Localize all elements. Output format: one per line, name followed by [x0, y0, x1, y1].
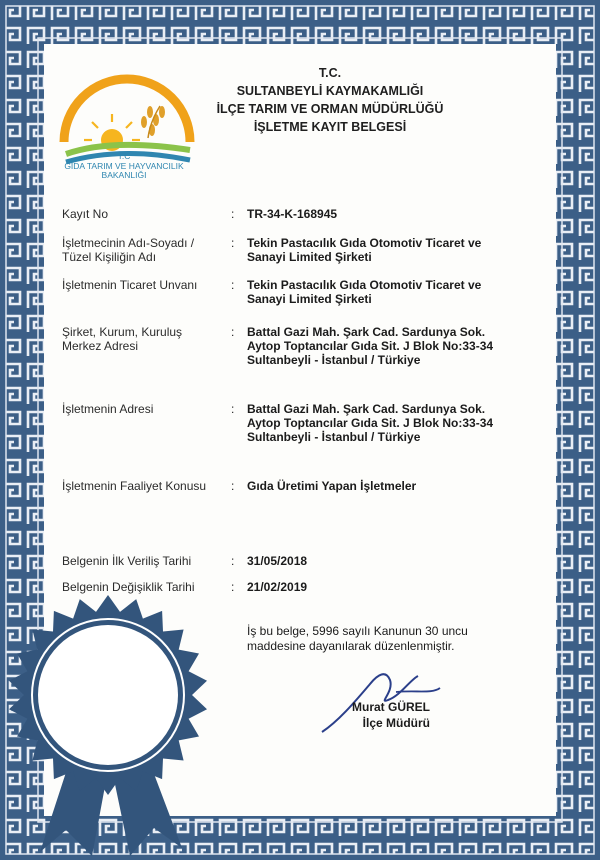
- rosette-seal-icon: [0, 590, 220, 860]
- legal-note: İş bu belge, 5996 sayılı Kanunun 30 uncu maddesine dayanılarak düzenlenmiştir.: [247, 624, 468, 653]
- field-value-degisiklik-tarihi: 21/02/2019: [247, 580, 308, 594]
- field-label-kayit-no: Kayıt No: [62, 207, 109, 221]
- field-separator: :: [231, 278, 235, 292]
- field-separator: :: [231, 207, 235, 221]
- field-label-merkez-adresi: Şirket, Kurum, Kuruluş Merkez Adresi: [62, 325, 183, 353]
- field-label-degisiklik-tarihi: Belgenin Değişiklik Tarihi: [62, 580, 195, 594]
- header-line-mudurluk: İLÇE TARIM VE ORMAN MÜDÜRLÜĞÜ: [216, 102, 444, 116]
- field-separator: :: [231, 479, 235, 493]
- field-value-merkez-adresi: Battal Gazi Mah. Şark Cad. Sardunya Sok. Aytop Toptancılar Gıda Sit. J Blok No:33-34 Sultanbeyli - İstanbul / Türkiye: [247, 325, 494, 367]
- field-separator: :: [231, 580, 235, 594]
- document-title: İŞLETME KAYIT BELGESİ: [253, 120, 407, 134]
- logo-line-1: T.C: [117, 151, 131, 161]
- field-value-faaliyet-konusu: Gıda Üretimi Yapan İşletmeler: [247, 479, 417, 493]
- header-line-tc: T.C.: [318, 66, 342, 80]
- field-separator: :: [231, 402, 235, 416]
- header-line-kaymakamlik: SULTANBEYLİ KAYMAKAMLIĞI: [236, 84, 424, 98]
- field-label-isletmeci: İşletmecinin Adı-Soyadı / Tüzel Kişiliğin Adı: [62, 236, 195, 264]
- signatory-title: İlçe Müdürü: [362, 716, 430, 730]
- field-label-isletme-adresi: İşletmenin Adresi: [62, 402, 154, 416]
- field-label-ticaret-unvani: İşletmenin Ticaret Unvanı: [62, 278, 198, 292]
- field-value-isletmeci: Tekin Pastacılık Gıda Otomotiv Ticaret ve Sanayi Limited Şirketi: [247, 236, 482, 264]
- field-label-ilk-verilis-tarihi: Belgenin İlk Veriliş Tarihi: [62, 554, 192, 568]
- seal-center: [38, 625, 178, 765]
- field-value-ticaret-unvani: Tekin Pastacılık Gıda Otomotiv Ticaret ve Sanayi Limited Şirketi: [247, 278, 482, 306]
- field-separator: :: [231, 236, 235, 250]
- field-separator: :: [231, 554, 235, 568]
- signatory-name: Murat GÜREL: [352, 700, 430, 714]
- field-value-ilk-verilis-tarihi: 31/05/2018: [247, 554, 308, 568]
- field-separator: :: [231, 325, 235, 339]
- logo-line-3: BAKANLIĞI: [101, 170, 147, 180]
- logo-line-2: GIDA TARIM VE HAYVANCILIK: [64, 160, 184, 171]
- field-label-faaliyet-konusu: İşletmenin Faaliyet Konusu: [62, 479, 207, 493]
- field-value-isletme-adresi: Battal Gazi Mah. Şark Cad. Sardunya Sok. Aytop Toptancılar Gıda Sit. J Blok No:33-34 Sultanbeyli - İstanbul / Türkiye: [247, 402, 494, 444]
- logo-caption: [54, 152, 194, 181]
- field-value-kayit-no: TR-34-K-168945: [247, 207, 338, 221]
